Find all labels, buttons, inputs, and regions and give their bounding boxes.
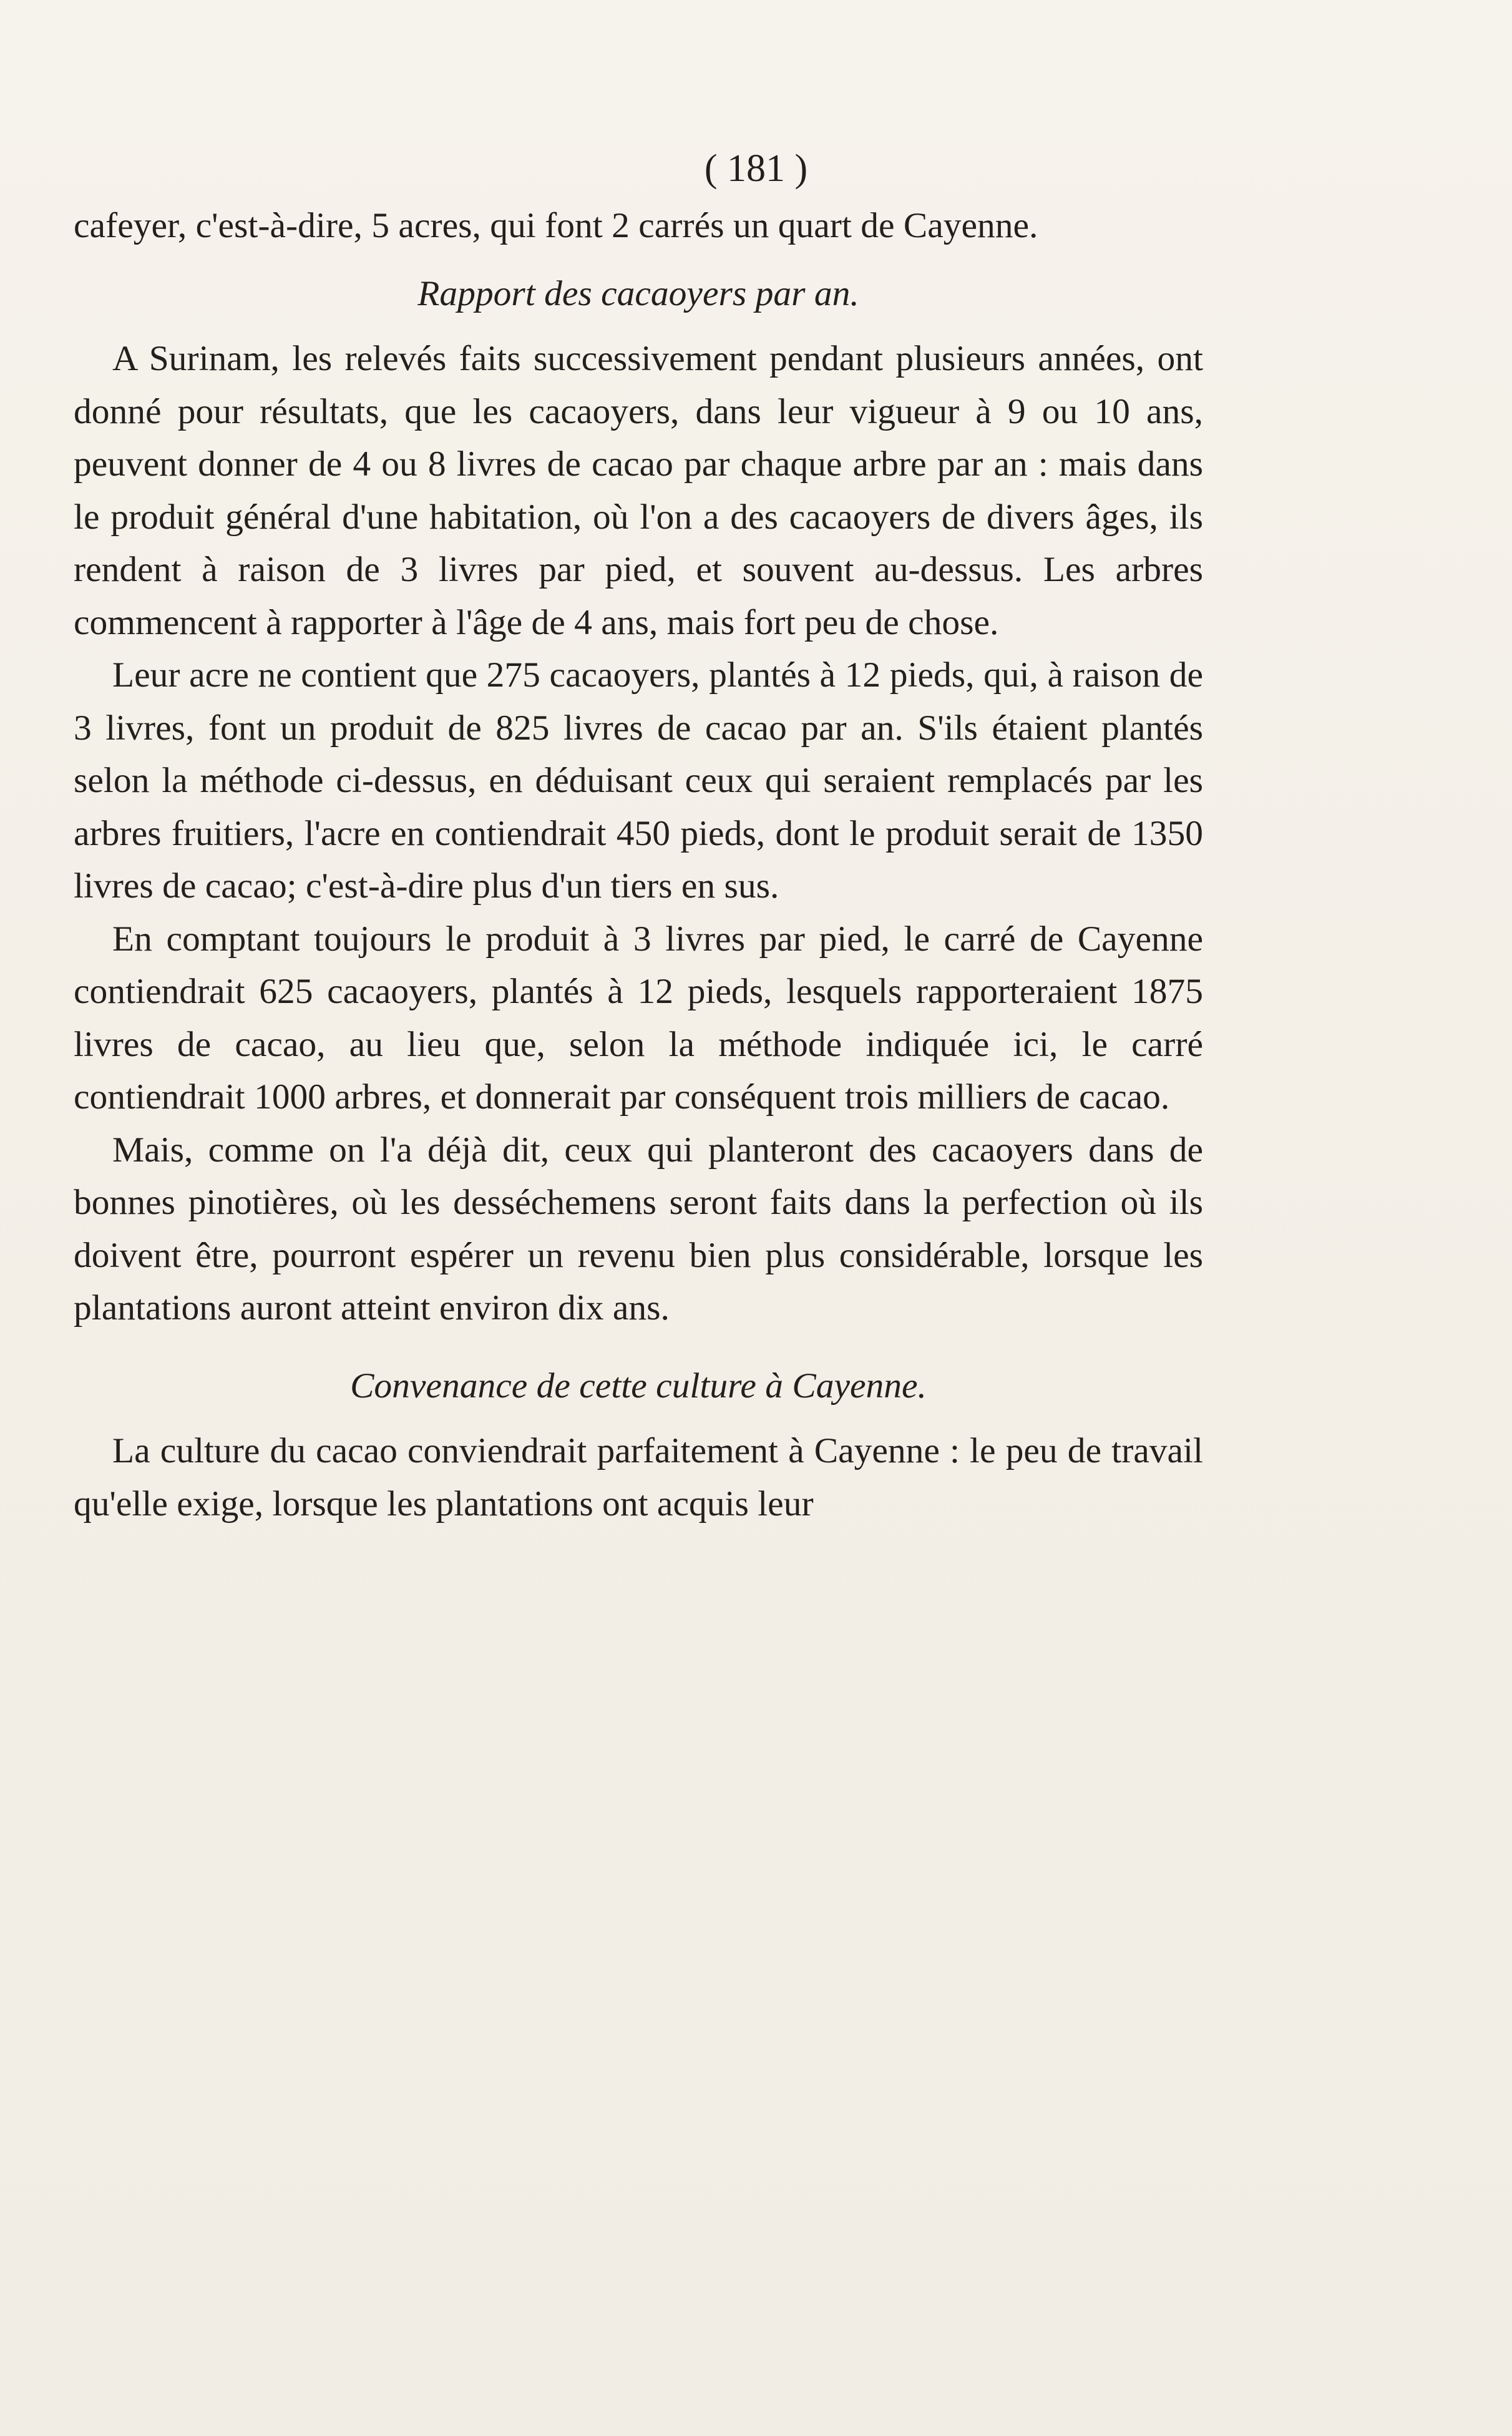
page-body <box>74 200 1203 1530</box>
paragraph-acre: Leur acre ne contient que 275 cacaoyers, plantés à 12 pieds, qui, à raison de 3 livres, font un produit de 825 livres de cacao par an. S'ils étaient plantés selon la méthode ci-dessus, en déduisant ceux qui seraient remplacés par les arbres fruitiers, l'acre en contiendrait 450 pieds, dont le produit serait de 1350 livres de cacao; c'est-à-dire plus d'un tiers en sus. <box>74 655 1203 906</box>
paragraph-carre: En comptant toujours le produit à 3 livres par pied, le carré de Cayenne contiendrait 625 cacaoyers, plantés à 12 pieds, lesquels rapporteraient 1875 livres de cacao, au lieu que, selon la méthode indiquée ici, le carré contiendrait 1000 arbres, et donnerait par conséquent trois milliers de cacao. <box>74 919 1203 1117</box>
section-heading-convenance: Convenance de cette culture à Cayenne. <box>350 1366 927 1406</box>
paragraph-culture: La culture du cacao conviendrait parfaitement à Cayenne : le peu de travail qu'elle exige, lorsque les plantations ont acquis leur <box>74 1431 1203 1524</box>
paragraph-surinam: A Surinam, les relevés faits successivement pendant plusieurs années, ont donné pour résultats, que les cacaoyers, dans leur vigueur à 9 ou 10 ans, peuvent donner de 4 ou 8 livres de cacao par chaque arbre par an : mais dans le produit général d'une habitation, où l'on a des cacaoyers de divers âges, ils rendent à raison de 3 livres par pied, et souvent au-dessus. Les arbres commencent à rapporter à l'âge de 4 ans, mais fort peu de chose. <box>74 339 1203 642</box>
section-heading-rapport: Rapport des cacaoyers par an. <box>417 273 859 313</box>
paragraph-pinotieres: Mais, comme on l'a déjà dit, ceux qui planteront des cacaoyers dans de bonnes pinotières, où les desséchemens seront faits dans la perfection où ils doivent être, pourront espérer un revenu bien plus considérable, lorsque les plantations auront atteint environ dix ans. <box>74 1130 1203 1328</box>
page-number: ( 181 ) <box>704 147 808 190</box>
opening-paragraph: cafeyer, c'est-à-dire, 5 acres, qui font 2 carrés un quart de Cayenne. <box>74 206 1038 245</box>
